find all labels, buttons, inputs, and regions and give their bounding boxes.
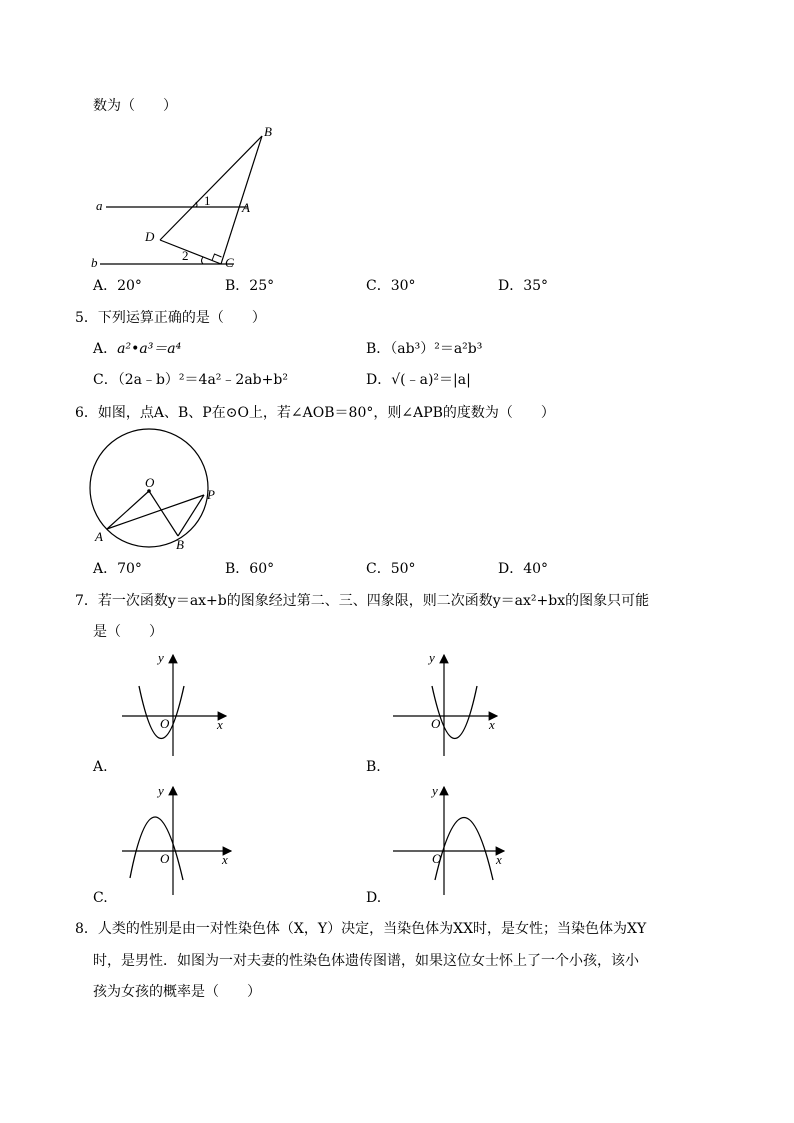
q6-label-O: O xyxy=(145,475,155,490)
q5-option-d-expr: √(﹣a)²＝|a| xyxy=(391,372,471,388)
q6-option-b[interactable]: B．60° xyxy=(225,561,275,577)
q7-option-c[interactable]: C. xyxy=(93,890,108,906)
q5-option-c-expr: （2a﹣b）²＝4a²﹣2ab+b² xyxy=(117,372,288,388)
graph-c-origin-label: O xyxy=(160,851,170,866)
graph-b-y-label: y xyxy=(429,650,435,665)
graph-c-y-label: y xyxy=(158,783,164,798)
graph-d-y-label: y xyxy=(432,783,438,798)
q4-option-a[interactable]: A．20° xyxy=(93,278,142,294)
graph-b-origin-label: O xyxy=(431,716,441,731)
q4-option-b[interactable]: B．25° xyxy=(225,278,275,294)
q6-option-c[interactable]: C．50° xyxy=(366,561,416,577)
q7-stem-line1: 7．若一次函数y＝ax+b的图象经过第二、三、四象限，则二次函数y＝ax²+bx的图象只可能 xyxy=(75,593,650,609)
q5-option-b-letter: B． xyxy=(366,341,391,357)
q5-option-a-letter: A． xyxy=(93,341,118,357)
q8-line3: 孩为女孩的概率是（ ） xyxy=(93,984,261,1000)
label-angle-1: 1 xyxy=(204,193,211,208)
graph-d-x-label: x xyxy=(496,852,502,867)
q6-label-A: A xyxy=(95,529,103,544)
q6-label-B: B xyxy=(176,537,184,552)
label-line-a: a xyxy=(96,198,103,213)
graph-d-origin-label: O xyxy=(432,851,442,866)
q5-option-c-letter: C． xyxy=(93,372,118,388)
graph-d xyxy=(393,787,504,895)
q8-line1: 8．人类的性别是由一对性染色体（X，Y）决定，当染色体为XX时，是女性；当染色体为XY xyxy=(75,921,647,937)
graph-c-x-label: x xyxy=(222,852,228,867)
q7-option-b[interactable]: B. xyxy=(366,759,381,775)
label-angle-2: 2 xyxy=(182,248,189,263)
q5-option-d-letter: D． xyxy=(366,372,392,388)
graph-c xyxy=(122,787,231,895)
q4-option-c[interactable]: C．30° xyxy=(366,278,416,294)
graph-a-x-label: x xyxy=(217,717,223,732)
q6-option-d[interactable]: D．40° xyxy=(498,561,549,577)
graph-a-y-label: y xyxy=(158,650,164,665)
graph-a-origin-label: O xyxy=(160,716,170,731)
q4-stem-tail: 数为（ ） xyxy=(93,98,177,114)
q6-option-a[interactable]: A．70° xyxy=(93,561,142,577)
q5-stem: 5．下列运算正确的是（ ） xyxy=(75,310,266,326)
graph-b-x-label: x xyxy=(489,717,495,732)
q5-option-b-expr: （ab³）²＝a²b³ xyxy=(390,341,483,357)
q8-line2: 时，是男性．如图为一对夫妻的性染色体遗传图谱，如果这位女士怀上了一个小孩，该小 xyxy=(93,953,639,969)
q4-option-d[interactable]: D．35° xyxy=(498,278,549,294)
label-C: C xyxy=(225,255,234,270)
q7-option-d[interactable]: D. xyxy=(366,890,382,906)
q7-stem-line2: 是（ ） xyxy=(93,624,163,640)
graph-a xyxy=(122,655,226,756)
q6-stem: 6．如图，点A、B、P在⊙O上，若∠AOB＝80°，则∠APB的度数为（ ） xyxy=(75,405,555,421)
q6-label-P: P xyxy=(207,487,215,502)
label-D: D xyxy=(145,229,155,244)
label-line-b: b xyxy=(91,255,98,270)
label-A: A xyxy=(242,200,250,215)
graph-b xyxy=(393,655,497,756)
q7-option-a[interactable]: A. xyxy=(93,759,108,775)
q5-option-a-expr: a²•a³＝a⁴ xyxy=(117,341,182,357)
label-B: B xyxy=(264,124,272,139)
